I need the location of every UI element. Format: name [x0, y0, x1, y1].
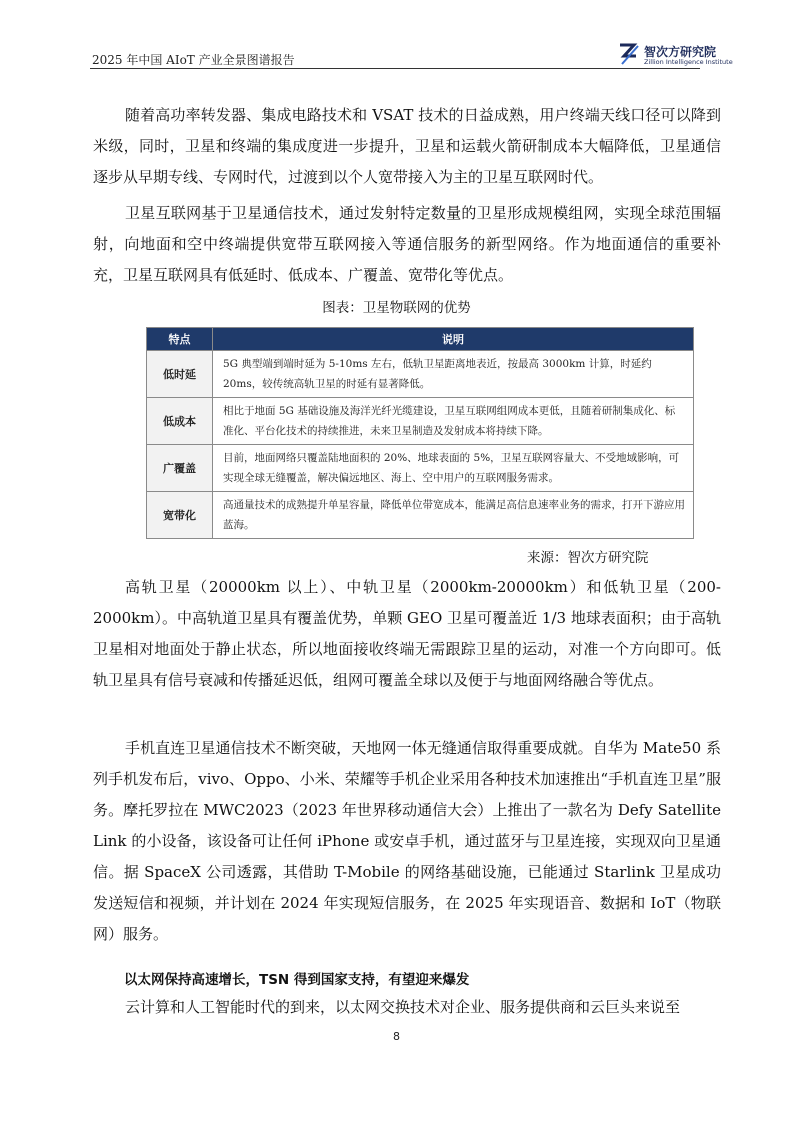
table-row	[147, 351, 694, 398]
figure-source: 来源：智次方研究院	[527, 550, 649, 566]
description-cell: 5G 典型端到端时延为 5-10ms 左右，低轨卫星距离地表近，按最高 3000km 计算，时延约 20ms，较传统高轨卫星的时延有显著降低。	[213, 351, 694, 398]
logo-mark-icon	[618, 42, 640, 66]
table-row	[147, 398, 694, 445]
table-row	[147, 445, 694, 492]
paragraph-4: 手机直连卫星通信技术不断突破，天地网一体无缝通信取得重要成就。自华为 Mate50 系列手机发布后，vivo、Oppo、小米、荣耀等手机企业采用各种技术加速推出“手机直连卫星”服务。摩托罗拉在 MWC2023（2023 年世界移动通信大会）上推出了一款名为 Defy Satellite Link 的小设备，该设备可让任何 iPhone 或安卓手机，通过蓝牙与卫星连接，实现双向卫星通信。据 SpaceX 公司透露，其借助 T-Mobile 的网络基础设施，已能通过 Starlink 卫星成功发送短信和视频，并计划在 2024 年实现短信服务，在 2025 年实现语音、数据和 IoT（物联网）服务。	[93, 739, 721, 943]
report-title: 2025 年中国 AIoT 产业全景图谱报告	[92, 53, 295, 67]
paragraph-3: 高轨卫星（20000km 以上）、中轨卫星（2000km-20000km）和低轨卫星（200-2000km）。中高轨道卫星具有覆盖优势，单颗 GEO 卫星可覆盖近 1/3 地球表面积；由于高轨卫星相对地面处于静止状态，所以地面接收终端无需跟踪卫星的运动，对准一个方向即可。低轨卫星具有信号衰减和传播延迟低，组网可覆盖全球以及便于与地面网络融合等优点。	[93, 578, 721, 689]
advantages-table	[146, 327, 694, 539]
table-header-row	[147, 328, 694, 351]
header-feature: 特点	[147, 328, 213, 351]
paragraph-1: 随着高功率转发器、集成电路技术和 VSAT 技术的日益成熟，用户终端天线口径可以降到米级，同时，卫星和终端的集成度进一步提升，卫星和运载火箭研制成本大幅降低，卫星通信逐步从早期专线、专网时代，过渡到以个人宽带接入为主的卫星互联网时代。	[93, 106, 721, 186]
table-row	[147, 492, 694, 539]
header-description: 说明	[213, 328, 694, 351]
figure-caption: 图表：卫星物联网的优势	[322, 300, 471, 316]
logo-name: 智次方研究院	[644, 45, 717, 59]
logo-subtitle: Zillion Intelligence Institute	[644, 58, 733, 66]
description-cell: 高通量技术的成熟提升单星容量，降低单位带宽成本，能满足高信息速率业务的需求，打开下游应用蓝海。	[213, 492, 694, 539]
feature-cell: 广覆盖	[147, 445, 213, 492]
description-cell: 相比于地面 5G 基础设施及海洋光纤光缆建设，卫星互联网组网成本更低，且随着研制集成化、标准化、平台化技术的持续推进，未来卫星制造及发射成本将持续下降。	[213, 398, 694, 445]
paragraph-2: 卫星互联网基于卫星通信技术，通过发射特定数量的卫星形成规模组网，实现全球范围辐射，向地面和空中终端提供宽带互联网接入等通信服务的新型网络。作为地面通信的重要补充，卫星互联网具有低延时、低成本、广覆盖、宽带化等优点。	[93, 204, 721, 284]
feature-cell: 低成本	[147, 398, 213, 445]
paragraph-5: 云计算和人工智能时代的到来，以太网交换技术对企业、服务提供商和云巨头来说至	[125, 998, 681, 1016]
institute-logo	[618, 42, 748, 70]
feature-cell: 低时延	[147, 351, 213, 398]
feature-cell: 宽带化	[147, 492, 213, 539]
description-cell: 目前，地面网络只覆盖陆地面积的 20%、地球表面的 5%，卫星互联网容量大、不受地域影响，可实现全球无缝覆盖，解决偏远地区、海上、空中用户的互联网服务需求。	[213, 445, 694, 492]
header-divider	[90, 68, 700, 69]
page-number: 8	[393, 1030, 400, 1043]
section-heading: 以太网保持高速增长，TSN 得到国家支持，有望迎来爆发	[124, 972, 470, 988]
